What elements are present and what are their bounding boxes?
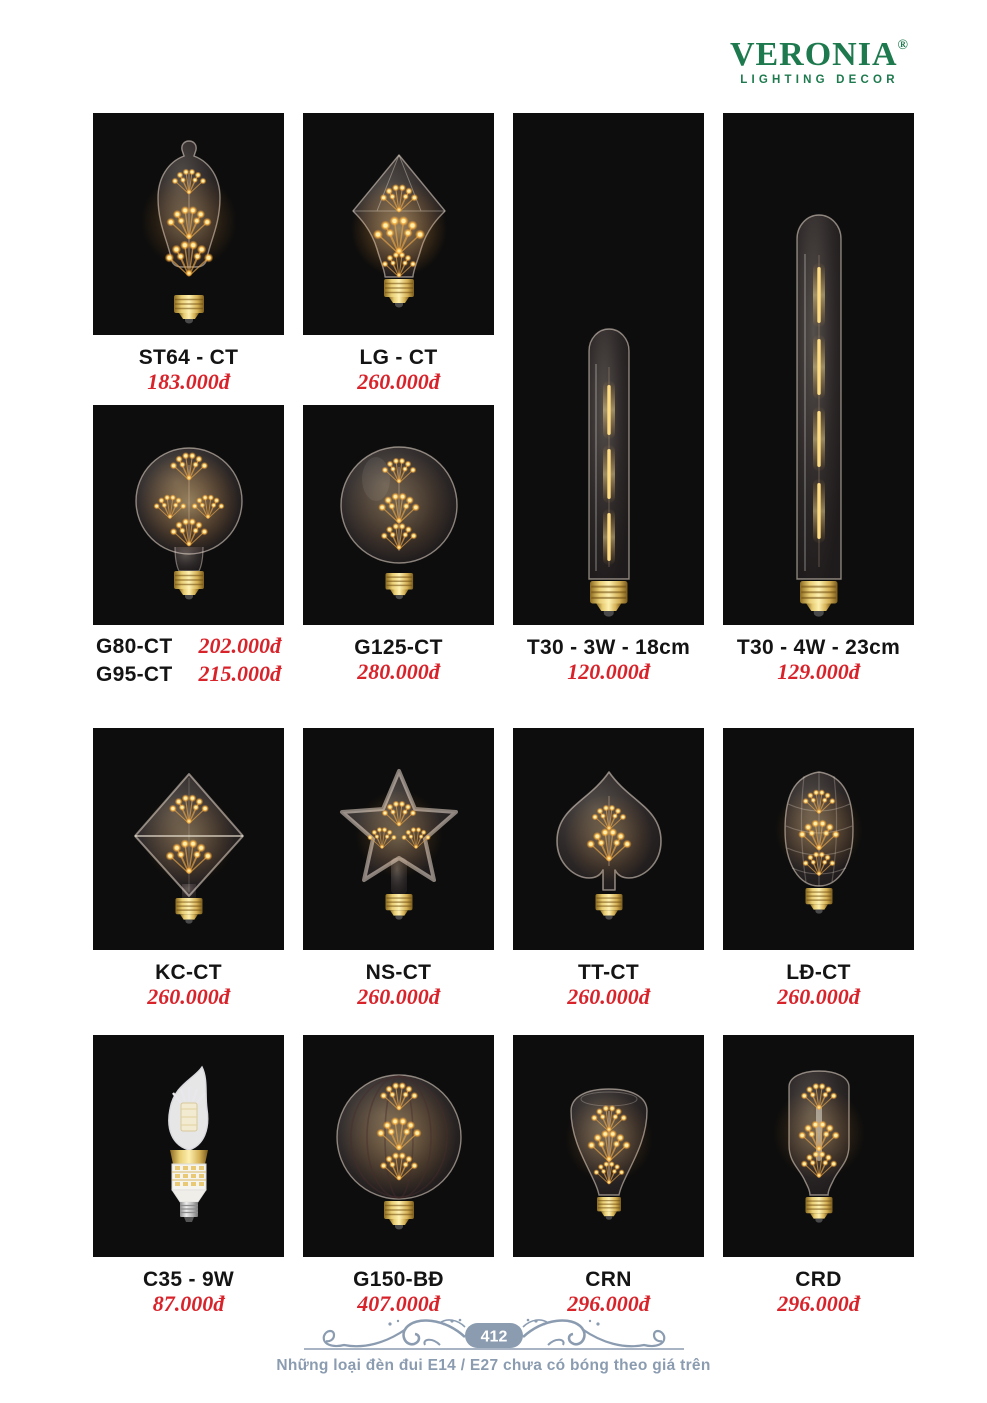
product-caption-lg (303, 335, 494, 405)
product-caption-c35 (93, 1257, 284, 1325)
product-caption-crd (723, 1257, 914, 1325)
product-caption-t30-18 (513, 625, 704, 728)
product-tile-tt (513, 728, 704, 950)
crd-bottle-bulb-image (744, 1053, 894, 1251)
product-name: G125-CT (354, 636, 443, 659)
product-name: T30 - 3W - 18cm (526, 636, 691, 659)
product-name: C35 - 9W (142, 1268, 235, 1291)
product-name: TT-CT (578, 961, 639, 984)
caption-line (93, 662, 284, 687)
caption-line (93, 634, 284, 659)
t30-23cm-tube-bulb-image (744, 119, 894, 619)
product-caption-st64 (93, 335, 284, 405)
product-caption-g125 (303, 625, 494, 728)
ld-pineapple-bulb-image (744, 746, 894, 944)
product-tile-crd (723, 1035, 914, 1257)
lg-diamond-bulb-image (324, 129, 474, 329)
product-name: ST64 - CT (138, 346, 239, 369)
product-name: NS-CT (365, 961, 432, 984)
product-price: 129.000đ (777, 658, 860, 684)
product-name: G150-BĐ (353, 1268, 444, 1291)
g80-globe-bulb-image (114, 421, 264, 619)
brand-tagline: LIGHTING DECOR (740, 74, 899, 86)
g125-globe-bulb-image (324, 421, 474, 619)
t30-18cm-tube-bulb-image (534, 119, 684, 619)
product-name: CRD (795, 1268, 842, 1291)
brand-name-text: VERONIA (729, 36, 898, 73)
product-price: 296.000đ (777, 1290, 860, 1316)
product-caption-ld (723, 950, 914, 1035)
product-name: T30 - 4W - 23cm (736, 636, 901, 659)
flourish-divider-icon (294, 1316, 694, 1356)
product-name: G80-CT (96, 635, 173, 658)
product-tile-st64 (93, 113, 284, 335)
st64-bulb-image (114, 129, 264, 329)
product-tile-c35 (93, 1035, 284, 1257)
tt-heart-bulb-image (534, 746, 684, 944)
product-name: LG - CT (359, 346, 438, 369)
product-price: 260.000đ (357, 983, 440, 1009)
product-price: 215.000đ (198, 660, 281, 686)
product-tile-ns (303, 728, 494, 950)
product-price: 202.000đ (198, 633, 281, 658)
product-price: 87.000đ (152, 1290, 225, 1316)
ns-star-bulb-image (324, 746, 474, 944)
product-name: G95-CT (96, 662, 173, 686)
product-price: 280.000đ (357, 658, 440, 684)
product-tile-lg (303, 113, 494, 335)
product-grid (93, 113, 914, 1325)
product-price: 260.000đ (777, 983, 860, 1009)
product-caption-kc (93, 950, 284, 1035)
page-footer (0, 1316, 987, 1375)
product-caption-crn (513, 1257, 704, 1325)
product-price: 183.000đ (147, 368, 230, 394)
product-tile-ld (723, 728, 914, 950)
product-tile-kc (93, 728, 284, 950)
product-tile-crn (513, 1035, 704, 1257)
product-caption-g80-g95 (93, 625, 284, 728)
product-price: 407.000đ (357, 1290, 440, 1316)
c35-candle-bulb-image (114, 1053, 264, 1251)
product-price: 260.000đ (567, 983, 650, 1009)
registered-trademark-icon: ® (897, 38, 909, 53)
product-price: 120.000đ (567, 658, 650, 684)
kc-diamond-bulb-image (114, 746, 264, 944)
footer-note: Những loại đèn đui E14 / E27 chưa có bóng theo giá trên (276, 1357, 711, 1374)
product-tile-t30-23 (723, 113, 914, 625)
product-name: LĐ-CT (786, 961, 851, 984)
brand-logo (730, 38, 909, 86)
product-caption-tt (513, 950, 704, 1035)
product-price: 260.000đ (147, 983, 230, 1009)
g150-pumpkin-globe-bulb-image (324, 1053, 474, 1251)
product-name: KC-CT (155, 961, 222, 984)
product-name: CRN (585, 1268, 632, 1291)
product-tile-g125 (303, 405, 494, 625)
brand-name (730, 38, 909, 72)
product-caption-ns (303, 950, 494, 1035)
product-tile-g80-g95 (93, 405, 284, 625)
page-number: 412 (480, 1328, 507, 1346)
product-tile-g150 (303, 1035, 494, 1257)
product-price: 296.000đ (567, 1290, 650, 1316)
product-tile-t30-18 (513, 113, 704, 625)
product-caption-g150 (303, 1257, 494, 1325)
product-caption-t30-23 (723, 625, 914, 728)
crn-cone-bulb-image (534, 1053, 684, 1251)
product-price: 260.000đ (357, 368, 440, 394)
